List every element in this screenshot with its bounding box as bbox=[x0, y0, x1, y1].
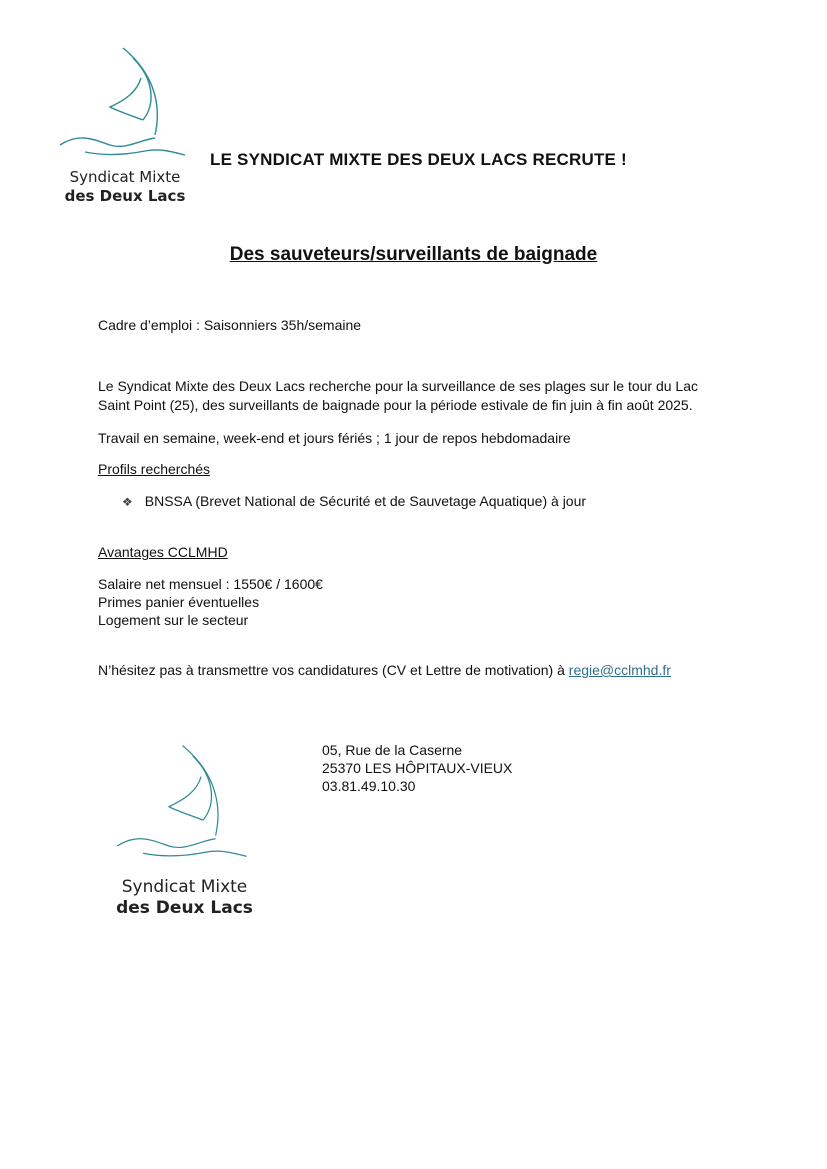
logo-line2: des Deux Lacs bbox=[116, 898, 253, 919]
address-phone: 03.81.49.10.30 bbox=[322, 778, 416, 794]
contact-line bbox=[98, 661, 671, 680]
cadre-emploi: Cadre d’emploi : Saisonniers 35h/semaine bbox=[98, 317, 362, 333]
contact-text: N’hésitez pas à transmettre vos candidatures (CV et Lettre de motivation) à bbox=[98, 662, 569, 678]
bullet-icon: ❖ bbox=[122, 495, 133, 509]
avantage-primes: Primes panier éventuelles bbox=[98, 594, 260, 610]
page-subtitle: Des sauveteurs/surveillants de baignade bbox=[229, 244, 598, 265]
address-street: 05, Rue de la Caserne bbox=[322, 742, 463, 758]
profil-text: BNSSA (Brevet National de Sécurité et de Sauvetage Aquatique) à jour bbox=[144, 493, 587, 509]
email-link[interactable]: regie@cclmhd.fr bbox=[568, 662, 671, 678]
page-header-title: LE SYNDICAT MIXTE DES DEUX LACS RECRUTE ! bbox=[210, 150, 627, 169]
avantage-logement: Logement sur le secteur bbox=[98, 612, 249, 628]
logo-top bbox=[55, 40, 195, 206]
address-block bbox=[322, 741, 512, 795]
avantage-salaire: Salaire net mensuel : 1550€ / 1600€ bbox=[98, 576, 323, 592]
avantages-heading: Avantages CCLMHD bbox=[98, 544, 228, 560]
intro-line1: Le Syndicat Mixte des Deux Lacs recherche pour la surveillance de ses plages sur le tour du Lac bbox=[98, 378, 698, 394]
logo-line2: des Deux Lacs bbox=[64, 186, 186, 205]
travail: Travail en semaine, week-end et jours fériés ; 1 jour de repos hebdomadaire bbox=[98, 430, 571, 446]
profils-heading: Profils recherchés bbox=[98, 461, 211, 477]
sail-logo-icon bbox=[55, 40, 195, 165]
logo-line1: Syndicat Mixte bbox=[69, 168, 181, 186]
logo-line1: Syndicat Mixte bbox=[121, 877, 248, 897]
profil-item bbox=[122, 492, 586, 512]
address-city: 25370 LES HÔPITAUX-VIEUX bbox=[322, 760, 513, 776]
sail-logo-icon bbox=[112, 732, 257, 872]
intro-line2: Saint Point (25), des surveillants de baignade pour la période estivale de fin juin à fin août 2025. bbox=[98, 397, 693, 413]
logo-bottom bbox=[112, 732, 257, 920]
